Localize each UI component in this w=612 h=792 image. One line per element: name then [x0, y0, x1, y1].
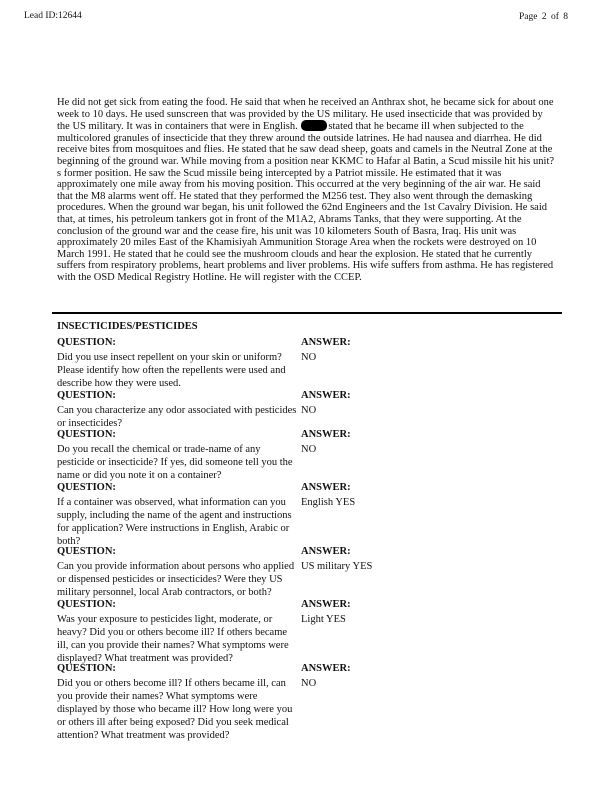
narrative-paragraph — [57, 97, 557, 284]
question-label: QUESTION: — [57, 482, 116, 493]
answer-text: NO — [301, 405, 317, 416]
question-label: QUESTION: — [57, 429, 116, 440]
question-label: QUESTION: — [57, 546, 116, 557]
answer-text: NO — [301, 352, 317, 363]
section-divider — [52, 312, 562, 314]
answer-label: ANSWER: — [301, 663, 351, 674]
narrative-text-1: He did not get sick from eating the food. He said that when he received an Anthrax shot, he became sick for about one week to 10 days. He used sunscreen that was provided by the US military. He used insecticide that was provided by the US military. It was in containers that were in English. — [57, 97, 554, 133]
answer-text: English YES — [301, 497, 356, 508]
question-text: Was your exposure to pesticides light, moderate, or heavy? Did you or others become ill? If others became ill, can you provide their names? What symptoms were displayed? What treatment was provided? — [57, 614, 289, 664]
lead-id: Lead ID:12644 — [24, 11, 82, 21]
question-text: Can you characterize any odor associated with pesticides or insecticides? — [57, 405, 297, 429]
answer-label: ANSWER: — [301, 429, 351, 440]
question-text: Did you or others become ill? If others became ill, can you provide their names? What symptoms were displayed by those who became ill? How long were you or others ill after being exposed? Did you seek medical attention? What treatment was provided? — [57, 678, 293, 741]
answer-label: ANSWER: — [301, 599, 351, 610]
redaction-mark — [301, 120, 327, 131]
section-title: INSECTICIDES/PESTICIDES — [57, 321, 198, 332]
answer-label: ANSWER: — [301, 546, 351, 557]
question-label: QUESTION: — [57, 663, 116, 674]
question-text: Did you use insect repellent on your skin or uniform? Please identify how often the repellents were used and describe how they were used. — [57, 352, 286, 389]
answer-text: Light YES — [301, 614, 346, 625]
answer-label: ANSWER: — [301, 390, 351, 401]
question-label: QUESTION: — [57, 337, 116, 348]
question-label: QUESTION: — [57, 599, 116, 610]
answer-label: ANSWER: — [301, 482, 351, 493]
question-text: If a container was observed, what information can you supply, including the name of the agent and instructions for application? Were instructions in English, Arabic or both? — [57, 497, 292, 547]
answer-text: NO — [301, 678, 317, 689]
page-number: Page 2 of 8 — [519, 12, 569, 22]
answer-text: US military YES — [301, 561, 373, 572]
question-text: Can you provide information about persons who applied or dispensed pesticides or insecticides? Were they US military personnel, local Arab contractors, or both? — [57, 561, 295, 598]
answer-label: ANSWER: — [301, 337, 351, 348]
narrative-text-2: stated that he became ill when subjected to the multicolored granules of insecticide that they threw around the outside latrines. He had nausea and diarrhea. He did receive bites from mosquitoes and flies. He stated that he saw dead sheep, goats and camels in the Neutral Zone at the beginning of the ground war. While moving from a position near KKMC to Hafar al Batin, a Scud missile hit his unit?s former position. He saw the Scud missile being intercepted by a Patriot missile. He estimated that it was approximately one mile away from his moving position. This occurred at the very beginning of the air war. He said that the M8 alarms went off. He stated that they performed the M256 test. They also went through the demasking procedures. When the ground war began, his unit followed the 62nd Engineers and the 1st Cavalry Division. He said that, at times, his petroleum tankers got in front of the M1A2, Abrams Tanks, that they were supporting. At the conclusion of the ground war and the cease fire, his unit was 10 kilometers South of Basra, Iraq. His unit was approximately 20 miles East of the Khamisiyah Ammunition Storage Area when the rockets were destroyed on 10 March 1991. He stated that he could see the mushroom clouds and hear the explosion. He stated that he currently suffers from respiratory problems, heart problems and liver problems. His wife suffers from asthma. He has registered with the OSD Medical Registry Hotline. He will register with the CCEP. — [57, 121, 555, 283]
answer-text: NO — [301, 444, 317, 455]
question-label: QUESTION: — [57, 390, 116, 401]
question-text: Do you recall the chemical or trade-name of any pesticide or insecticide? If yes, did someone tell you the name or did you note it on a container? — [57, 444, 293, 481]
